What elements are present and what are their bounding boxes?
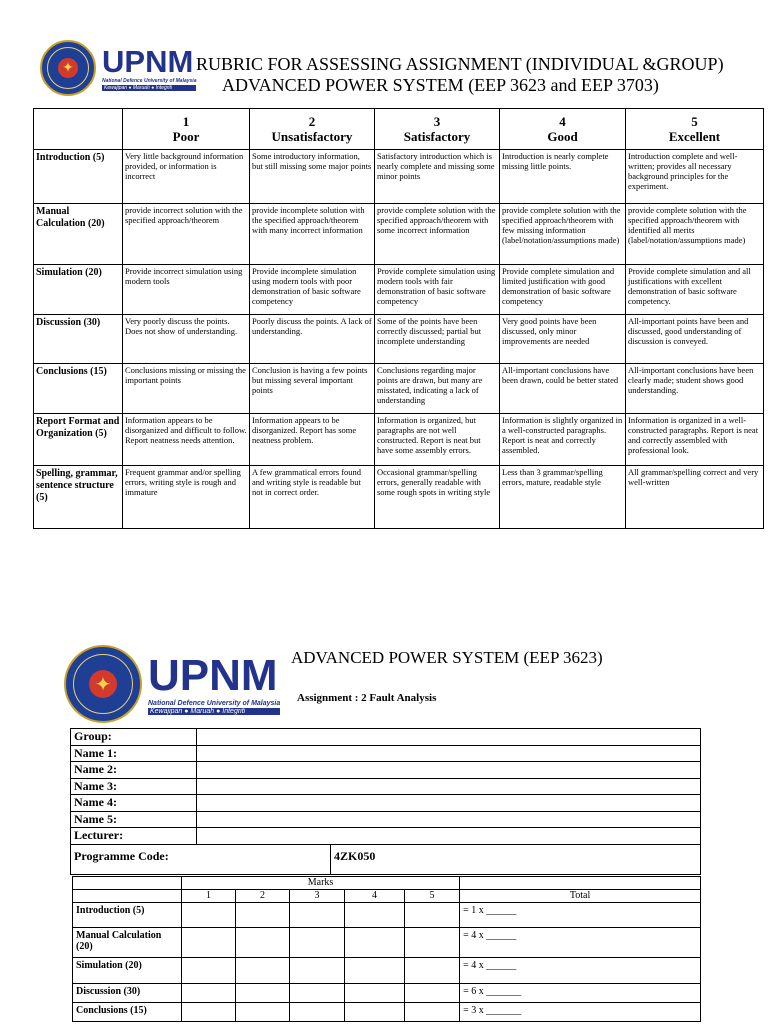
lecturer-field[interactable] <box>197 828 701 845</box>
rubric-cell: All-important points have been and discussed, good understanding of discussion is conveyed. <box>626 315 764 364</box>
mark-cell[interactable] <box>236 928 290 958</box>
marks-criterion: Discussion (30) <box>73 984 182 1003</box>
criterion-label: Spelling, grammar, sentence structure (5) <box>34 466 123 529</box>
rubric-cell: All grammar/spelling correct and very well-written <box>626 466 764 529</box>
brand-subtitle: National Defence University of Malaysia <box>148 699 281 707</box>
info-row <box>71 811 701 828</box>
field-label: Name 3: <box>71 778 197 795</box>
mark-cell[interactable] <box>290 958 345 984</box>
level-header: 2 Unsatisfactory <box>250 109 375 150</box>
mark-cell[interactable] <box>236 1003 290 1022</box>
marks-header: Marks <box>182 877 460 890</box>
rubric-cell: provide complete solution with the specified approach/theorem with identified all merits (label/notation/assumptions made) <box>626 204 764 265</box>
rubric-cell: Occasional grammar/spelling errors, generally readable with some rough spots in writing style <box>375 466 500 529</box>
mark-cell[interactable] <box>182 984 236 1003</box>
total-formula: = 4 x ______ <box>460 928 701 958</box>
marks-row <box>73 958 701 984</box>
rubric-cell: Very little background information provided, or information is incorrect <box>123 150 250 204</box>
rubric-cell: Some of the points have been correctly discussed; partial but incomplete understanding <box>375 315 500 364</box>
rubric-cell: All-important conclusions have been drawn, could be better stated <box>500 364 626 414</box>
rubric-cell: Information appears to be disorganized and difficult to follow. Report neatness needs attention. <box>123 414 250 466</box>
mark-cell[interactable] <box>405 1003 460 1022</box>
scale-label: 1 <box>182 890 236 903</box>
mark-cell[interactable] <box>182 1003 236 1022</box>
brand-motto: Kewajipan ● Maruah ● Integriti <box>148 708 280 715</box>
rubric-cell: Introduction complete and well-written; provides all necessary background principles for the experiment. <box>626 150 764 204</box>
rubric-cell: provide incorrect solution with the specified approach/theorem <box>123 204 250 265</box>
rubric-cell: All-important conclusions have been clearly made; student shows good understanding. <box>626 364 764 414</box>
rubric-cell: Provide incorrect simulation using modern tools <box>123 265 250 315</box>
rubric-cell: Information is slightly organized in a well-constructed paragraphs. Report is neat and correctly assembled. <box>500 414 626 466</box>
name-field[interactable] <box>197 745 701 762</box>
rubric-row <box>34 265 764 315</box>
rubric-cell: Provide complete simulation and limited justification with good demonstration of basic software competency <box>500 265 626 315</box>
mark-cell[interactable] <box>405 984 460 1003</box>
programme-code: 4ZK050 <box>331 844 701 874</box>
marks-row <box>73 928 701 958</box>
marks-row <box>73 984 701 1003</box>
total-header-top <box>460 877 701 890</box>
rubric-row <box>34 204 764 265</box>
upnm-logo <box>64 645 280 723</box>
level-header: 4 Good <box>500 109 626 150</box>
criterion-label: Introduction (5) <box>34 150 123 204</box>
scale-label: 4 <box>345 890 405 903</box>
mark-cell[interactable] <box>345 1003 405 1022</box>
brand-name: UPNM <box>148 650 278 700</box>
mark-cell[interactable] <box>236 903 290 928</box>
rubric-cell: provide complete solution with the specified approach/theorem with few missing information (label/notation/assumptions made) <box>500 204 626 265</box>
marks-row <box>73 1003 701 1022</box>
mark-cell[interactable] <box>405 928 460 958</box>
marks-criterion: Conclusions (15) <box>73 1003 182 1022</box>
total-formula: = 1 x ______ <box>460 903 701 928</box>
rubric-header-row <box>34 109 764 150</box>
rubric-cell: A few grammatical errors found and writing style is readable but not in correct order. <box>250 466 375 529</box>
mark-cell[interactable] <box>236 958 290 984</box>
field-label: Name 5: <box>71 811 197 828</box>
rubric-cell: provide complete solution with the specified approach/theorem with some incorrect information <box>375 204 500 265</box>
group-field[interactable] <box>197 729 701 746</box>
rubric-row <box>34 364 764 414</box>
criterion-label: Manual Calculation (20) <box>34 204 123 265</box>
marks-scale-row <box>73 890 701 903</box>
rubric-corner <box>34 109 123 150</box>
rubric-title: RUBRIC FOR ASSESSING ASSIGNMENT (INDIVIDUAL &GROUP) <box>196 54 724 74</box>
mark-cell[interactable] <box>290 984 345 1003</box>
mark-cell[interactable] <box>290 1003 345 1022</box>
level-header: 1 Poor <box>123 109 250 150</box>
mark-cell[interactable] <box>290 903 345 928</box>
mark-cell[interactable] <box>345 958 405 984</box>
scale-label: 3 <box>290 890 345 903</box>
name-field[interactable] <box>197 762 701 779</box>
rubric-cell: Frequent grammar and/or spelling errors, writing style is rough and immature <box>123 466 250 529</box>
programme-label: Programme Code: <box>71 844 331 874</box>
university-seal-icon: ✦ <box>64 645 142 723</box>
mark-cell[interactable] <box>236 984 290 1003</box>
mark-cell[interactable] <box>290 928 345 958</box>
rubric-cell: Poorly discuss the points. A lack of understanding. <box>250 315 375 364</box>
scale-label: 5 <box>405 890 460 903</box>
mark-cell[interactable] <box>182 928 236 958</box>
criterion-label: Conclusions (15) <box>34 364 123 414</box>
info-row <box>71 745 701 762</box>
rubric-cell: Very good points have been discussed, only minor improvements are needed <box>500 315 626 364</box>
brand-name: UPNM <box>102 43 194 79</box>
field-label: Lecturer: <box>71 828 197 845</box>
info-row <box>71 778 701 795</box>
scale-label: 2 <box>236 890 290 903</box>
marks-criterion: Manual Calculation (20) <box>73 928 182 958</box>
info-row <box>71 828 701 845</box>
group-info-table <box>70 728 701 875</box>
field-label: Name 2: <box>71 762 197 779</box>
mark-cell[interactable] <box>345 928 405 958</box>
rubric-row <box>34 315 764 364</box>
info-row <box>71 762 701 779</box>
upnm-logo <box>40 40 196 96</box>
name-field[interactable] <box>197 778 701 795</box>
criterion-label: Discussion (30) <box>34 315 123 364</box>
name-field[interactable] <box>197 811 701 828</box>
mark-cell[interactable] <box>405 958 460 984</box>
scale-corner <box>73 890 182 903</box>
rubric-row <box>34 466 764 529</box>
programme-row <box>71 844 701 874</box>
university-seal-icon: ✦ <box>40 40 96 96</box>
rubric-row <box>34 150 764 204</box>
rubric-cell: Provide complete simulation and all justifications with excellent demonstration of basic software competency. <box>626 265 764 315</box>
marks-criterion: Simulation (20) <box>73 958 182 984</box>
marks-criterion: Introduction (5) <box>73 903 182 928</box>
marks-header-row <box>73 877 701 890</box>
mark-cell[interactable] <box>345 984 405 1003</box>
total-formula: = 3 x _______ <box>460 1003 701 1022</box>
assignment-title: Assignment : 2 Fault Analysis <box>297 692 437 704</box>
field-label: Group: <box>71 729 197 746</box>
rubric-cell: Information is organized in a well-constructed paragraphs. Report is neat and correctly assembled with professional look. <box>626 414 764 466</box>
rubric-cell: Conclusions regarding major points are drawn, but many are misstated, indicating a lack of understanding <box>375 364 500 414</box>
brand-subtitle: National Defence University of Malaysia <box>102 77 197 84</box>
info-row <box>71 795 701 812</box>
mark-cell[interactable] <box>182 903 236 928</box>
total-formula: = 6 x _______ <box>460 984 701 1003</box>
total-formula: = 4 x ______ <box>460 958 701 984</box>
rubric-cell: Provide incomplete simulation using modern tools with poor demonstration of basic software competency <box>250 265 375 315</box>
rubric-cell: Provide complete simulation using modern tools with fair demonstration of basic software competency <box>375 265 500 315</box>
mark-cell[interactable] <box>182 958 236 984</box>
criterion-label: Simulation (20) <box>34 265 123 315</box>
rubric-cell: Less than 3 grammar/spelling errors, mature, readable style <box>500 466 626 529</box>
rubric-cell: Conclusion is having a few points but missing several important points <box>250 364 375 414</box>
rubric-cell: Introduction is nearly complete missing little points. <box>500 150 626 204</box>
info-row <box>71 729 701 746</box>
rubric-cell: Satisfactory introduction which is nearly complete and missing some minor points <box>375 150 500 204</box>
rubric-cell: provide incomplete solution with the specified approach/theorem with many incorrect information <box>250 204 375 265</box>
rubric-row <box>34 414 764 466</box>
mark-cell[interactable] <box>345 903 405 928</box>
mark-cell[interactable] <box>405 903 460 928</box>
rubric-subtitle: ADVANCED POWER SYSTEM (EEP 3623 and EEP 3703) <box>222 75 659 95</box>
rubric-table <box>33 108 764 529</box>
marks-corner <box>73 877 182 890</box>
rubric-cell: Information appears to be disorganized. Report has some neatness problem. <box>250 414 375 466</box>
field-label: Name 1: <box>71 745 197 762</box>
marks-table <box>72 876 701 1022</box>
name-field[interactable] <box>197 795 701 812</box>
level-header: 3 Satisfactory <box>375 109 500 150</box>
total-header: Total <box>460 890 701 903</box>
brand-motto: Kewajipan ● Maruah ● Integriti <box>102 85 196 91</box>
form-title: ADVANCED POWER SYSTEM (EEP 3623) <box>291 648 603 667</box>
rubric-cell: Some introductory information, but still missing some major points <box>250 150 375 204</box>
level-header: 5 Excellent <box>626 109 764 150</box>
rubric-cell: Information is organized, but paragraphs are not well constructed. Report is neat but have some assembly errors. <box>375 414 500 466</box>
rubric-cell: Very poorly discuss the points. Does not show of understanding. <box>123 315 250 364</box>
rubric-cell: Conclusions missing or missing the important points <box>123 364 250 414</box>
criterion-label: Report Format and Organization (5) <box>34 414 123 466</box>
field-label: Name 4: <box>71 795 197 812</box>
marks-row <box>73 903 701 928</box>
